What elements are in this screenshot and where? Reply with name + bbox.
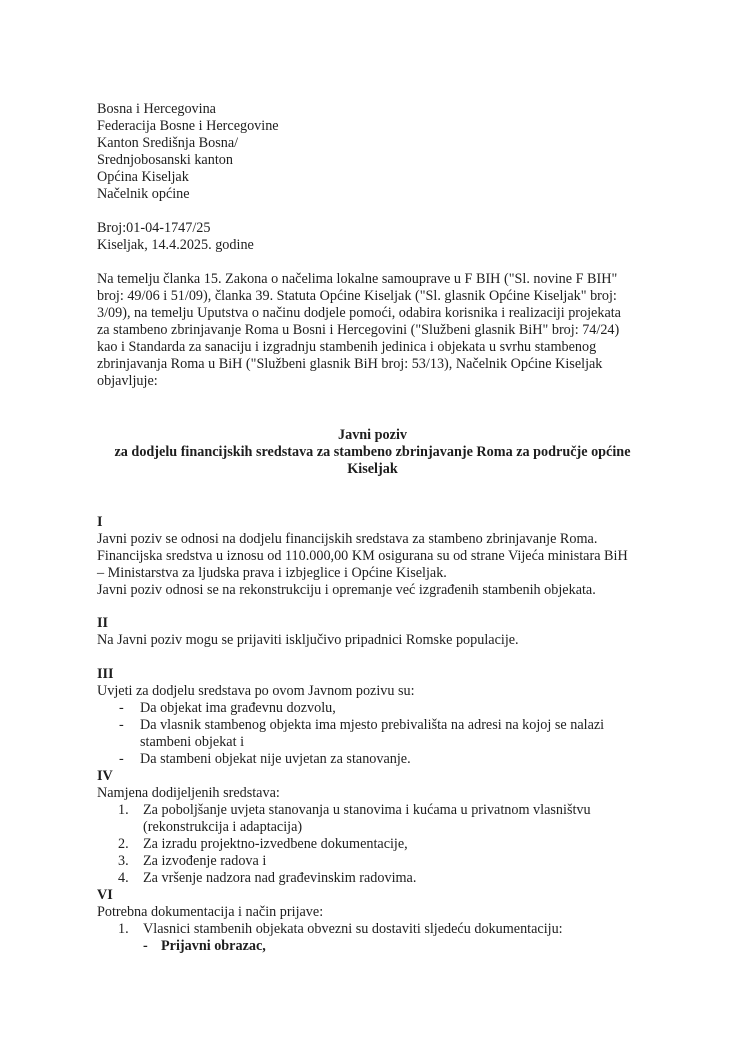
section-line: Javni poziv odnosi se na rekonstrukciju i opremanje već izgrađenih stambenih objekata. xyxy=(97,582,596,598)
preamble xyxy=(97,271,657,390)
header-line: Srednjobosanski kanton xyxy=(97,152,233,168)
header-line: Načelnik općine xyxy=(97,186,190,202)
bullet-marker: - xyxy=(119,700,124,716)
title-line-1: Javni poziv xyxy=(338,427,407,443)
sub-item xyxy=(97,938,657,955)
item-text: Za vršenje nadzora nad građevinskim radovima. xyxy=(143,870,417,886)
item-text: Vlasnici stambenih objekata obvezni su dostaviti sljedeću dokumentaciju: xyxy=(143,921,563,937)
preamble-line: za stambeno zbrinjavanje Roma u Bosni i Hercegovini ("Službeni glasnik BiH" broj: 74/24) xyxy=(97,322,620,338)
section-line: Financijska sredstva u iznosu od 110.000,00 KM osigurana su od strane Vijeća ministara BiH xyxy=(97,548,628,564)
header-line: Federacija Bosne i Hercegovine xyxy=(97,118,279,134)
title-line-3: Kiseljak xyxy=(347,461,398,477)
section-line: Na Javni poziv mogu se prijaviti isključivo pripadnici Romske populacije. xyxy=(97,632,519,648)
numbered-item xyxy=(97,853,657,870)
list-item-text: stambeni objekat i xyxy=(140,734,245,750)
item-number: 4. xyxy=(118,870,129,886)
section-line: – Ministarstva za ljudska prava i izbjeglice i Općine Kiseljak. xyxy=(97,565,447,581)
place-date: Kiseljak, 14.4.2025. godine xyxy=(97,237,254,253)
section-3 xyxy=(97,666,657,768)
bullet-marker: - xyxy=(119,751,124,767)
item-text: Za poboljšanje uvjeta stanovanja u stanovima i kućama u privatnom vlasništvu xyxy=(143,802,591,818)
document-title xyxy=(60,427,685,478)
section-intro: Uvjeti za dodjelu sredstava po ovom Javnom pozivu su: xyxy=(97,683,415,699)
numbered-item xyxy=(97,802,657,819)
preamble-line: zbrinjavanja Roma u BiH ("Službeni glasnik BiH broj: 53/13), Načelnik Općine Kiseljak xyxy=(97,356,603,372)
item-number: 1. xyxy=(118,921,129,937)
numbered-item xyxy=(97,836,657,853)
issuer-header xyxy=(97,101,657,203)
header-line: Kanton Središnja Bosna/ xyxy=(97,135,239,151)
title-line-2: za dodjelu financijskih sredstava za stambeno zbrinjavanje Roma za područje općine xyxy=(114,444,631,460)
item-text: Za izradu projektno-izvedbene dokumentacije, xyxy=(143,836,408,852)
section-heading: III xyxy=(97,666,114,682)
list-item-text: Da objekat ima građevnu dozvolu, xyxy=(140,700,336,716)
item-number: 3. xyxy=(118,853,129,869)
section-6 xyxy=(97,887,657,955)
preamble-line: 3/09), na temelju Uputstva o načinu dodjele pomoći, odabira korisnika i realizaciji projekata xyxy=(97,305,621,321)
item-number: 2. xyxy=(118,836,129,852)
preamble-line: Na temelju članka 15. Zakona o načelima lokalne samouprave u F BIH ("Sl. novine F BIH" xyxy=(97,271,618,287)
numbered-item-continuation xyxy=(97,819,657,836)
section-heading: VI xyxy=(97,887,113,903)
section-heading: II xyxy=(97,615,109,631)
list-item xyxy=(97,717,657,734)
section-heading: I xyxy=(97,514,103,530)
section-heading: IV xyxy=(97,768,113,784)
list-item xyxy=(97,751,657,768)
section-intro: Namjena dodijeljenih sredstava: xyxy=(97,785,280,801)
section-4 xyxy=(97,768,657,887)
header-line: Općina Kiseljak xyxy=(97,169,189,185)
list-item-text: Da stambeni objekat nije uvjetan za stanovanje. xyxy=(140,751,411,767)
list-item xyxy=(97,700,657,717)
section-intro: Potrebna dokumentacija i način prijave: xyxy=(97,904,324,920)
item-text: Za izvođenje radova i xyxy=(143,853,267,869)
preamble-line: kao i Standarda za sanaciju i izgradnju stambenih jedinica i objekata u svrhu stambenog xyxy=(97,339,597,355)
bullet-marker: - xyxy=(119,717,124,733)
item-text: (rekonstrukcija i adaptacija) xyxy=(143,819,303,835)
list-item-continuation xyxy=(97,734,657,751)
sub-item-text: Prijavni obrazac, xyxy=(161,938,266,954)
preamble-line: objavljuje: xyxy=(97,373,158,389)
numbered-item xyxy=(97,921,657,938)
section-line: Javni poziv se odnosi na dodjelu financijskih sredstava za stambeno zbrinjavanje Roma. xyxy=(97,531,598,547)
document-number: Broj:01-04-1747/25 xyxy=(97,220,211,236)
sub-item-marker: - xyxy=(143,938,148,954)
reference-block xyxy=(97,220,657,254)
preamble-line: broj: 49/06 i 51/09), članka 39. Statuta Općine Kiseljak ("Sl. glasnik Općine Kiseljak" broj: xyxy=(97,288,617,304)
list-item-text: Da vlasnik stambenog objekta ima mjesto prebivališta na adresi na kojoj se nalazi xyxy=(140,717,605,733)
item-number: 1. xyxy=(118,802,129,818)
numbered-item xyxy=(97,870,657,887)
header-line: Bosna i Hercegovina xyxy=(97,101,216,117)
section-2 xyxy=(97,615,657,649)
section-1 xyxy=(97,514,657,599)
